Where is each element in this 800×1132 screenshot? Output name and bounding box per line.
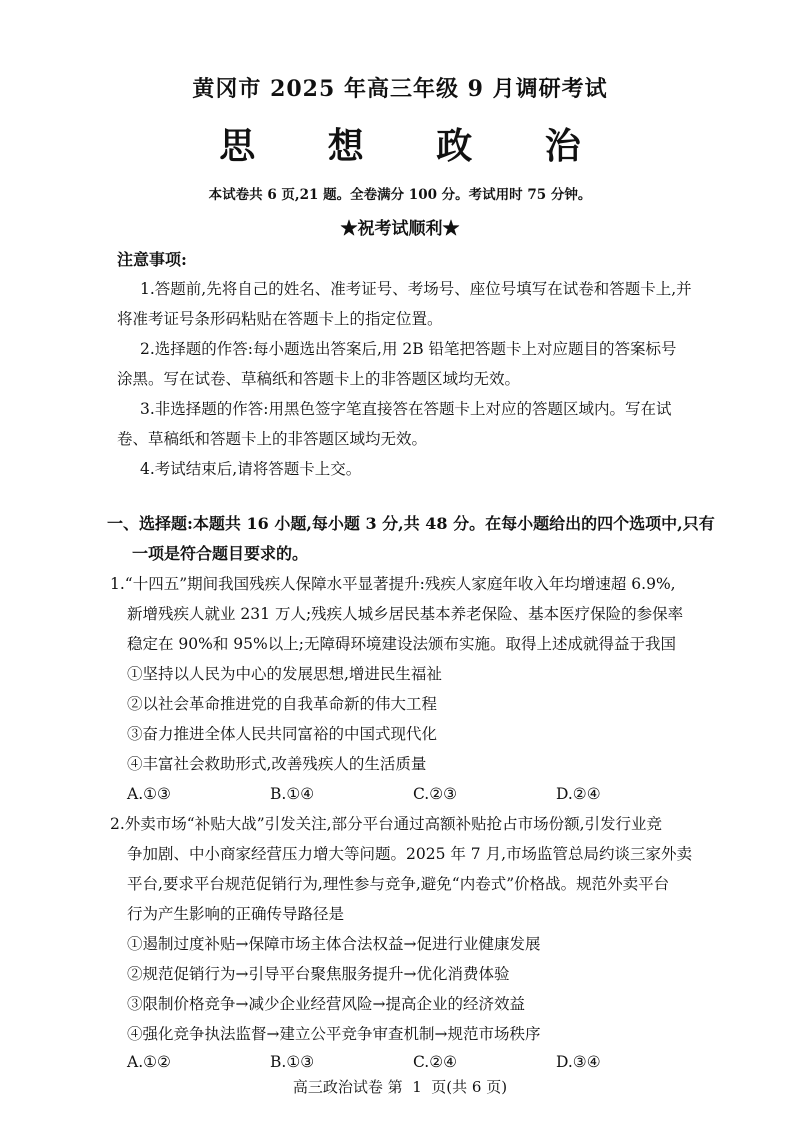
q2-stem-line: 平台,要求平台规范促销行为,理性参与竞争,避免“内卷式”价格战。规范外卖平台 xyxy=(127,875,670,893)
subject-title: 思 想 政 治 xyxy=(219,125,611,167)
q1-answer-d[interactable]: D.②④ xyxy=(556,785,601,803)
q2-answer-a[interactable]: A.①② xyxy=(127,1053,171,1071)
q1-stem-line: 新增残疾人就业 231 万人;残疾人城乡居民基本养老保险、基本医疗保险的参保率 xyxy=(127,605,684,623)
page-footer: 高三政治试卷 第 1 页(共 6 页) xyxy=(292,1078,508,1096)
q2-stem-line: 行为产生影响的正确传导路径是 xyxy=(127,905,345,923)
q2-stem-line: 争加剧、中小商家经营压力增大等问题。2025 年 7 月,市场监管总局约谈三家外卖 xyxy=(127,845,693,863)
q1-option: ①坚持以人民为中心的发展思想,增进民生福祉 xyxy=(127,665,442,683)
q1-stem-line: 稳定在 90%和 95%以上;无障碍环境建设法颁布实施。取得上述成就得益于我国 xyxy=(127,635,676,653)
q1-answer-a[interactable]: A.①③ xyxy=(127,785,171,803)
exam-title: 黄冈市 2025 年高三年级 9 月调研考试 xyxy=(192,76,608,102)
note-line: 1.答题前,先将自己的姓名、准考证号、考场号、座位号填写在试卷和答题卡上,并 xyxy=(140,280,692,298)
q1-stem-line: 1.“十四五”期间我国残疾人保障水平显著提升:残疾人家庭年收入年均增速超 6.9%, xyxy=(110,575,676,593)
q1-answer-b[interactable]: B.①④ xyxy=(270,785,315,803)
section-heading-cont: 一项是符合题目要求的。 xyxy=(132,544,309,563)
note-line: 2.选择题的作答:每小题选出答案后,用 2B 铅笔把答题卡上对应题目的答案标号 xyxy=(140,340,677,358)
note-line: 4.考试结束后,请将答题卡上交。 xyxy=(140,460,362,478)
section-heading: 一、选择题:本题共 16 小题,每小题 3 分,共 48 分。在每小题给出的四个选项中,只有 xyxy=(107,514,715,533)
q2-answer-choices xyxy=(127,1052,727,1072)
q2-option: ②规范促销行为→引导平台聚焦服务提升→优化消费体验 xyxy=(127,965,510,983)
q1-answer-c[interactable]: C.②③ xyxy=(413,785,458,803)
note-line: 涂黑。写在试卷、草稿纸和答题卡上的非答题区域均无效。 xyxy=(117,370,521,388)
note-line: 将准考证号条形码粘贴在答题卡上的指定位置。 xyxy=(117,310,443,328)
q1-option: ②以社会革命推进党的自我革命新的伟大工程 xyxy=(127,695,438,713)
q2-option: ④强化竞争执法监督→建立公平竞争审查机制→规范市场秩序 xyxy=(127,1025,541,1043)
notes-heading: 注意事项: xyxy=(117,250,187,269)
q2-option: ①遏制过度补贴→保障市场主体合法权益→促进行业健康发展 xyxy=(127,935,541,953)
q2-stem-line: 2.外卖市场“补贴大战”引发关注,部分平台通过高额补贴抢占市场份额,引发行业竞 xyxy=(110,815,662,833)
q2-answer-b[interactable]: B.①③ xyxy=(270,1053,315,1071)
blessing-banner: ★祝考试顺利★ xyxy=(340,219,460,239)
exam-info: 本试卷共 6 页,21 题。全卷满分 100 分。考试用时 75 分钟。 xyxy=(208,187,592,203)
q1-answer-choices xyxy=(127,784,727,804)
note-line: 3.非选择题的作答:用黑色签字笔直接答在答题卡上对应的答题区域内。写在试 xyxy=(140,400,672,418)
q1-option: ③奋力推进全体人民共同富裕的中国式现代化 xyxy=(127,725,438,743)
q1-option: ④丰富社会救助形式,改善残疾人的生活质量 xyxy=(127,755,427,773)
q2-answer-c[interactable]: C.②④ xyxy=(413,1053,458,1071)
q2-answer-d[interactable]: D.③④ xyxy=(556,1053,601,1071)
q2-option: ③限制价格竞争→减少企业经营风险→提高企业的经济效益 xyxy=(127,995,525,1013)
note-line: 卷、草稿纸和答题卡上的非答题区域均无效。 xyxy=(117,430,428,448)
